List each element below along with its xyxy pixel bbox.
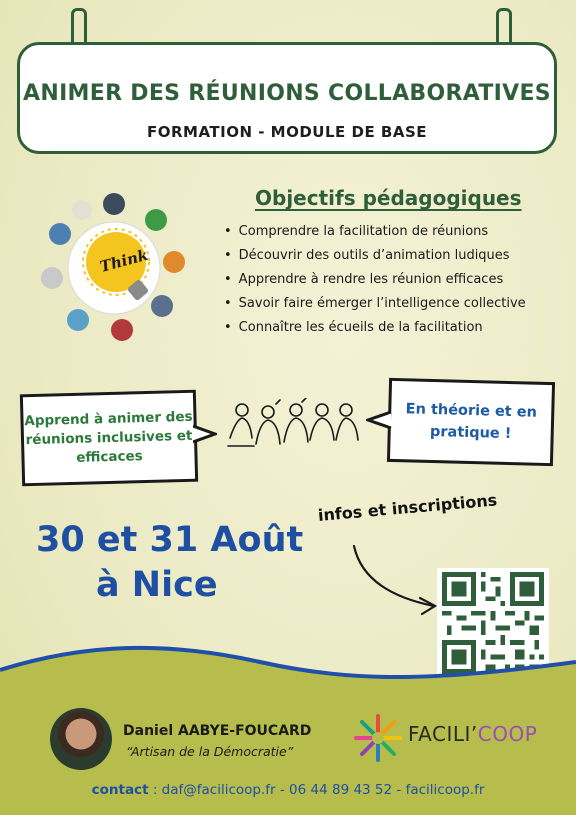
- speech-bubble-right-tail: [366, 410, 392, 430]
- contact-label: contact: [91, 782, 149, 798]
- speech-bubble-right-text: En théorie et en pratique !: [405, 401, 538, 443]
- objective-item: • Apprendre à rendre les réunion efficaces: [224, 270, 526, 294]
- trainer-name: Daniel AABYE-FOUCARD: [123, 723, 312, 739]
- title-sign: [17, 42, 557, 154]
- objective-item: • Savoir faire émerger l’intelligence collective: [224, 294, 526, 318]
- objectives-list: [224, 222, 526, 342]
- speech-bubble-right: [387, 378, 555, 466]
- objectives-heading: Objectifs pédagogiques: [255, 186, 522, 210]
- arrow-to-qr-icon: [350, 540, 440, 620]
- avatar: [50, 708, 112, 770]
- infos-label: infos et inscriptions: [317, 490, 498, 525]
- contact-line: contact : daf@facilicoop.fr - 06 44 89 43 52 - facilicoop.fr: [91, 782, 485, 798]
- page-subtitle: FORMATION - MODULE DE BASE: [146, 123, 428, 141]
- brand-name-part1: FACILI’: [408, 722, 478, 746]
- page-title: ANIMER DES RÉUNIONS COLLABORATIVES: [23, 81, 551, 106]
- trainer-role: “Artisan de la Démocratie”: [126, 744, 294, 759]
- contact-website[interactable]: facilicoop.fr: [405, 782, 485, 798]
- event-place: à Nice: [96, 565, 218, 605]
- speech-bubble-left-tail: [193, 424, 217, 444]
- sketch-people-illustration: [222, 398, 362, 456]
- contact-email[interactable]: daf@facilicoop.fr: [161, 782, 276, 798]
- facilicoop-logo-icon: [352, 712, 404, 764]
- objective-item: • Découvrir des outils d’animation ludiques: [224, 246, 526, 270]
- think-bulb-illustration: [38, 192, 188, 342]
- event-dates: 30 et 31 Août: [36, 520, 304, 560]
- think-label: Think: [97, 245, 151, 276]
- speech-bubble-left: [20, 390, 198, 487]
- brand-name: [408, 722, 537, 746]
- contact-phone[interactable]: 06 44 89 43 52: [289, 782, 393, 798]
- objective-item: • Comprendre la facilitation de réunions: [224, 222, 526, 246]
- speech-bubble-left-text: Apprend à animer des réunions inclusives et efficaces: [24, 408, 193, 466]
- brand-name-part2: COOP: [477, 722, 538, 746]
- objective-item: • Connaître les écueils de la facilitation: [224, 318, 526, 342]
